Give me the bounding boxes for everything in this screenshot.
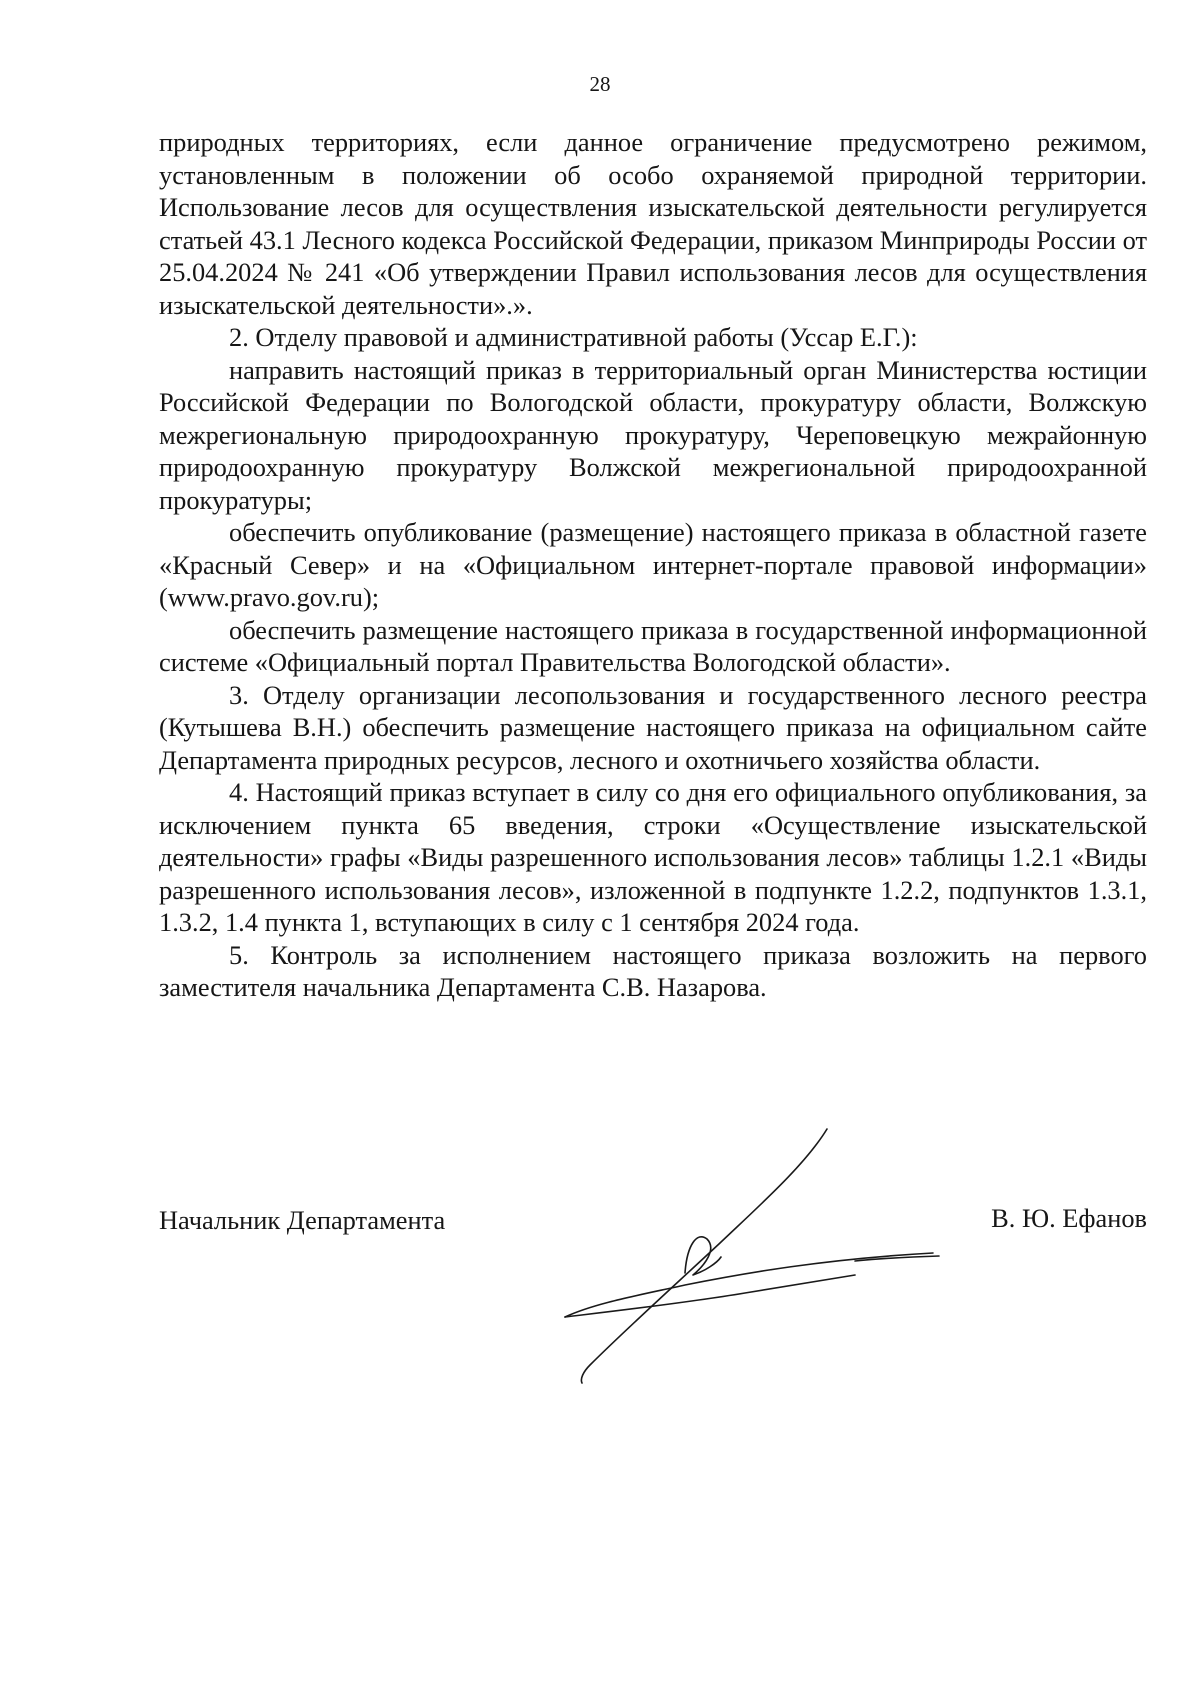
paragraph-item-3: 3. Отделу организации лесопользования и государственного лесного реестра (Кутышева В.Н.) обеспечить размещение настоящего приказа на официальном сайте Департамента природных ресурсов, лесного и охотничьего хозяйства области. xyxy=(159,679,1147,775)
signatory-name: В. Ю. Ефанов xyxy=(991,1203,1147,1233)
paragraph-item-2-subitem-3: обеспечить размещение настоящего приказа в государственной информационной системе «Официальный портал Правительства Вологодской области». xyxy=(159,614,1147,677)
page-number: 28 xyxy=(589,72,611,96)
signatory-title: Начальник Департамента xyxy=(159,1205,446,1235)
paragraph-item-2-subitem-1: направить настоящий приказ в территориальный орган Министерства юстиции Российской Федерации по Вологодской области, прокуратуру области, Волжскую межрегиональную природоохранную прокуратуру, Череповецкую межрайонную природоохранную прокуратуру Волжской межрегиональной природоохранной прокуратуры; xyxy=(159,354,1147,515)
paragraph-continuation: природных территориях, если данное ограничение предусмотрено режимом, установленным в положении об особо охраняемой природной территории. Использование лесов для осуществления изыскательской деятельности регулируется статьей 43.1 Лесного кодекса Российской Федерации, приказом Минприроды России от 25.04.2024 № 241 «Об утверждении Правил использования лесов для осуществления изыскательской деятельности».». xyxy=(159,127,1147,320)
paragraph-item-5: 5. Контроль за исполнением настоящего приказа возложить на первого заместителя начальника Департамента С.В. Назарова. xyxy=(159,939,1147,1002)
paragraph-item-2: 2. Отделу правовой и административной работы (Уссар Е.Г.): xyxy=(229,322,918,352)
document-body xyxy=(159,126,1147,1004)
paragraph-item-2-subitem-2: обеспечить опубликование (размещение) настоящего приказа в областной газете «Красный Север» и на «Официальном интернет-портале правовой информации» (www.pravo.gov.ru); xyxy=(159,517,1147,612)
handwritten-signature-icon xyxy=(555,1125,955,1385)
paragraph-item-4: 4. Настоящий приказ вступает в силу со дня его официального опубликования, за исключением пункта 65 введения, строки «Осуществление изыскательской деятельности» графы «Виды разрешенного использования лесов» таблицы 1.2.1 «Виды разрешенного использования лесов», изложенной в подпункте 1.2.2, подпунктов 1.3.1, 1.3.2, 1.4 пункта 1, вступающих в силу с 1 сентября 2024 года. xyxy=(159,777,1147,937)
